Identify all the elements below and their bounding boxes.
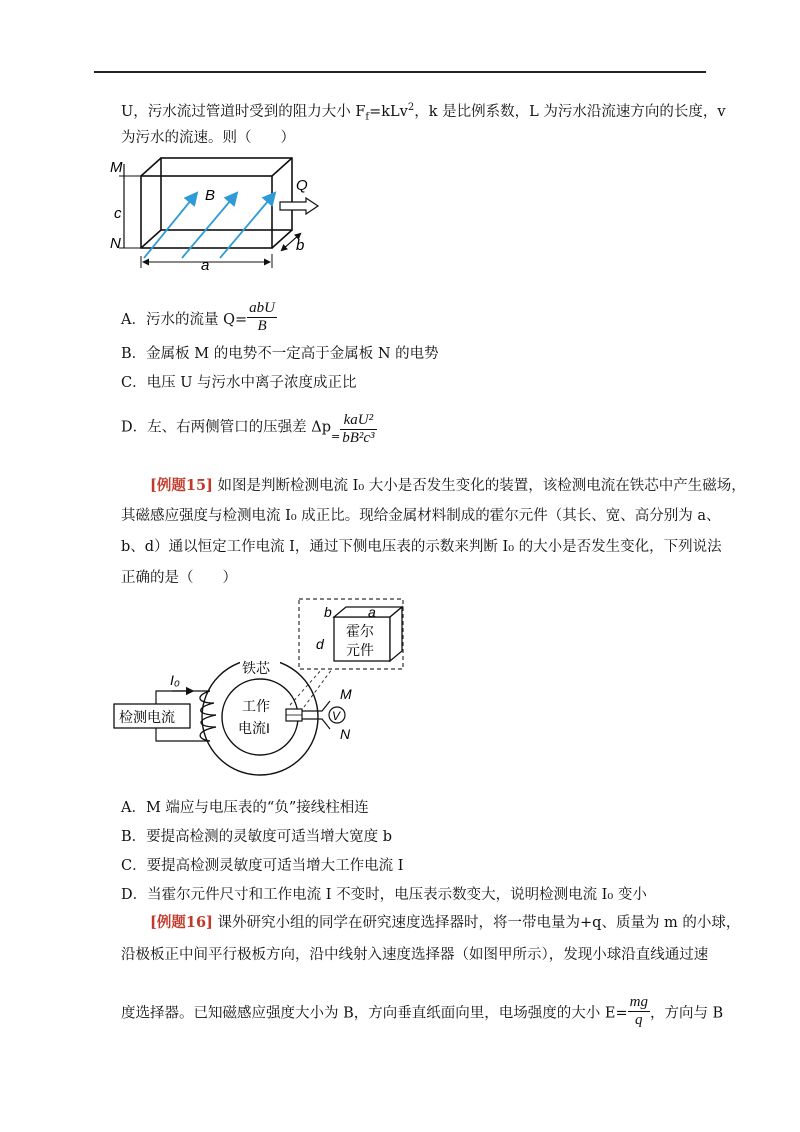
frac-mg-q: $\frac{mg}{q}$ — [629, 994, 648, 1028]
voltmeter-label: V — [332, 709, 341, 723]
label-c: c — [114, 205, 122, 222]
label-a: a — [201, 257, 210, 274]
core-label: 铁芯 — [242, 660, 270, 676]
header-rule — [94, 71, 706, 73]
pipe-figure — [110, 150, 335, 275]
hall-figure — [110, 595, 410, 785]
option-A-15: A．M 端应与电压表的“负”接线柱相连 — [121, 800, 369, 816]
label-N: N — [110, 235, 121, 252]
frac-abU-B: $\frac{\text{abU}}{B}$ — [249, 300, 275, 334]
option-B-15: B．要提高检测的灵敏度可适当增大宽度 b — [121, 829, 393, 845]
label-Q: Q — [296, 177, 308, 194]
intro-line-2: 为污水的流速。则（ ） — [121, 130, 295, 146]
label-M2: M — [340, 686, 352, 702]
example-16-line-2: 沿极板正中间平行极板方向，沿中线射入速度选择器（如图甲所示），发现小球沿直线通过速 — [121, 947, 709, 963]
option-B-14: B．金属板 M 的电势不一定高于金属板 N 的电势 — [121, 346, 439, 362]
label-d: d — [316, 636, 324, 652]
work-label-2: 电流I — [238, 720, 270, 736]
hall-label-1: 霍尔 — [346, 623, 374, 639]
hall-label-2: 元件 — [346, 642, 374, 658]
option-C-15: C．要提高检测灵敏度可适当增大工作电流 I — [121, 858, 404, 874]
example-15-line-4: 正确的是（ ） — [121, 570, 237, 586]
detect-label: 检测电流 — [119, 709, 175, 725]
example-16-line-3: 度选择器。已知磁感应强度大小为 B，方向垂直纸面向里，电场强度的大小 E= $\frac{mg}{q}$ ，方向与 B — [121, 994, 724, 1028]
label-b: b — [296, 237, 305, 254]
label-B: B — [205, 187, 216, 204]
label-b2: b — [324, 604, 332, 620]
label-M: M — [110, 159, 123, 176]
example-15-line-2: 其磁感应强度与检测电流 I₀ 成正比。现给金属材料制成的霍尔元件（其长、宽、高分别为 a、 — [121, 508, 721, 524]
flow-arrow — [280, 198, 318, 214]
work-label-1: 工作 — [242, 698, 270, 714]
label-N2: N — [340, 726, 351, 742]
example-16-tag: [例题16] — [150, 914, 213, 931]
example-15-line-1: [例题15] 如图是判断检测电流 I₀ 大小是否发生变化的装置，该检测电流在铁芯中产生磁场， — [150, 477, 746, 494]
frac-kaU2: $\frac{\text{kaU²}}{\text{bB²c³}}$ — [342, 412, 375, 446]
example-15-line-3: b、d）通以恒定工作电流 I，通过下侧电压表的示数来判断 I₀ 的大小是否发生变化，下列说法 — [121, 539, 722, 555]
example-16-line-1: [例题16] 课外研究小组的同学在研究速度选择器时，将一带电量为+q、质量为 m 的小球， — [150, 914, 741, 931]
label-I0: I₀ — [170, 672, 180, 688]
option-D-15: D．当霍尔元件尺寸和工作电流 I 不变时，电压表示数变大，说明检测电流 I₀ 变小 — [121, 887, 647, 903]
option-A-14: A．污水的流量 Q= $\frac{\text{abU}}{B}$ — [121, 300, 275, 334]
intro-line-1: U，污水流过管道时受到的阻力大小 $F_f=kLv^2$，k 是比例系数，L 为污水沿流速方向的长度，v — [121, 102, 726, 123]
option-C-14: C．电压 U 与污水中离子浓度成正比 — [121, 375, 357, 391]
example-15-tag: [例题15] — [150, 477, 213, 494]
label-a2: a — [368, 604, 376, 620]
option-D-14: D．左、右两侧管口的压强差 $\Delta p_=$ $\frac{\text{kaU²}}{\text{bB²c³}}$ — [121, 412, 375, 446]
